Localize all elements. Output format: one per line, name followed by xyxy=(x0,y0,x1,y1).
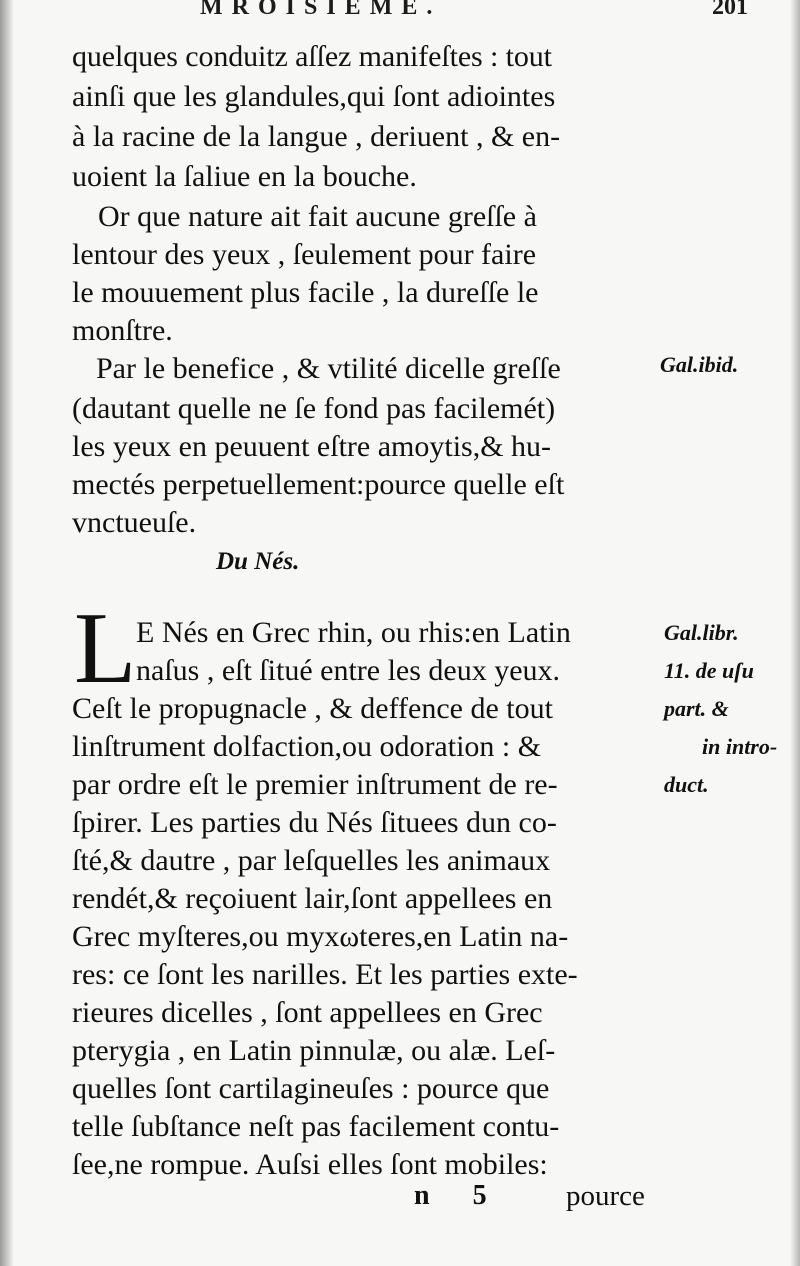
text-line: linſtrument dolfaction,ou odoration : & xyxy=(72,730,542,763)
margin-note: duct. xyxy=(664,772,709,797)
text-line: pterygia , en Latin pinnulæ, ou alæ. Leſ- xyxy=(72,1034,556,1067)
running-title: MROISIEME. xyxy=(200,0,442,20)
text-line: rendét,& reçoiuent lair,ſont appellees en xyxy=(72,882,553,915)
text-line: Ceſt le propugnacle , & deffence de tout xyxy=(72,692,553,725)
text-line: le mouuement plus facile , la dureſſe le xyxy=(72,276,539,309)
drop-cap-initial: L xyxy=(74,592,137,705)
text-line: rieures dicelles , ſont appellees en Grec xyxy=(72,996,543,1029)
text-line: telle ſubſtance neſt pas facilement contu- xyxy=(72,1110,560,1143)
text-line: ſté,& dautre , par leſquelles les animaux xyxy=(72,844,551,877)
margin-note: part. & xyxy=(664,696,729,721)
catchword: pource xyxy=(566,1180,645,1212)
text-line: vnctueuſe. xyxy=(72,506,197,539)
margin-note: 11. de uſu xyxy=(664,658,754,683)
section-heading: Du Nés. xyxy=(216,548,300,575)
page-number: 201 xyxy=(712,0,748,20)
text-line: monſtre. xyxy=(72,314,173,347)
signature-mark: n 5 xyxy=(414,1180,505,1211)
text-line: par ordre eſt le premier inſtrument de re- xyxy=(72,768,558,801)
text-line: uoient la ſaliue en la bouche. xyxy=(72,160,417,193)
text-line: (dautant quelle ne ſe fond pas facilemét) xyxy=(72,392,556,425)
text-line: E Nés en Grec rhin, ou rhis:en Latin xyxy=(136,616,571,649)
text-line: ſee,ne rompue. Auſsi elles ſont mobiles: xyxy=(72,1148,548,1181)
text-line: ainſi que les glandules,qui ſont adiointes xyxy=(72,80,556,113)
text-line: ſpirer. Les parties du Nés ſituees dun co- xyxy=(72,806,557,839)
text-line: Par le benefice , & vtilité dicelle greſſe xyxy=(96,352,561,385)
margin-note: in intro- xyxy=(702,734,778,759)
text-line: lentour des yeux , ſeulement pour faire xyxy=(72,238,537,271)
text-line: à la racine de la langue , deriuent , & en- xyxy=(72,120,561,153)
text-line: Or que nature ait fait aucune greſſe à xyxy=(98,200,537,233)
page-edge-shadow-right xyxy=(790,0,800,1266)
text-line: Grec myſteres,ou myxωteres,en Latin na- xyxy=(72,920,569,953)
margin-note: Gal.libr. xyxy=(664,620,739,645)
text-line: res: ce ſont les narilles. Et les parties exte- xyxy=(72,958,578,991)
text-line: les yeux en peuuent eſtre amoytis,& hu- xyxy=(72,430,552,463)
text-line: quelles ſont cartilagineuſes : pource que xyxy=(72,1072,550,1105)
text-line: mectés perpetuellement:pource quelle eſt xyxy=(72,468,565,501)
text-line: quelques conduitz aſſez manifeſtes : tout xyxy=(72,40,552,73)
page-edge-shadow-left xyxy=(0,0,14,1266)
text-line: naſus , eſt ſitué entre les deux yeux. xyxy=(136,654,561,687)
margin-note: Gal.ibid. xyxy=(660,352,739,377)
